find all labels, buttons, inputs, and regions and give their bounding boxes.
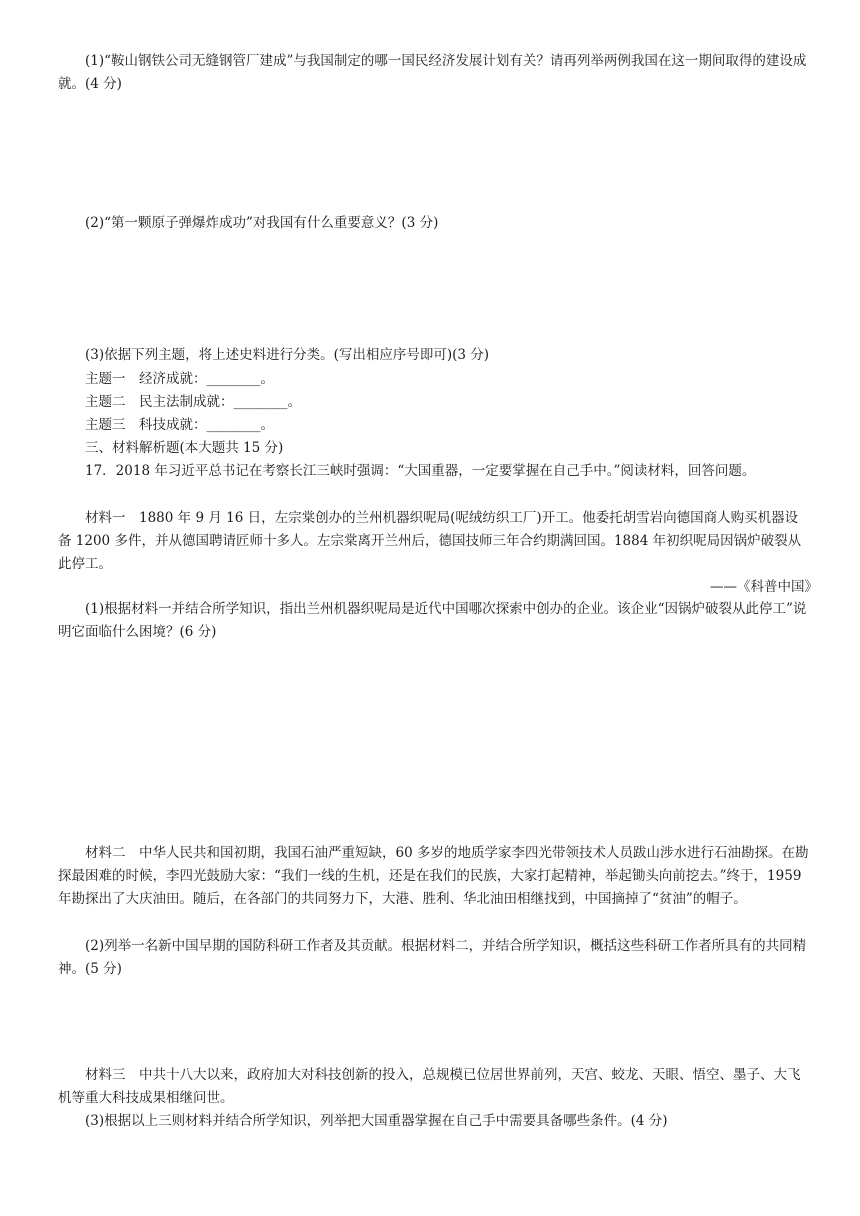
material-three: 材料三 中共十八大以来，政府加大对科技创新的投入，总规模已位居世界前列，天宫、蛟龙、天眼、悟空、墨子、大飞机等重大科技成果相继问世。 bbox=[58, 1067, 801, 1106]
material-two: 材料二 中华人民共和国初期，我国石油严重短缺，60 多岁的地质学家李四光带领技术人员跋山涉水进行石油勘探。在勘探最困难的时候，李四光鼓励大家：“我们一线的生机，还是在我们的民族，大家打起精神，举起锄头向前挖去。”终于，1959 年勘探出了大庆油田。随后，在各部门的共同努力下，大港、胜利、华北油田相继找到，中国摘掉了“贫油”的帽子。 bbox=[58, 845, 809, 907]
theme-three: 主题三 科技成就：________。 bbox=[85, 417, 274, 433]
q17-stem: 17．2018 年习近平总书记在考察长江三峡时强调：“大国重器，一定要掌握在自己手中。”阅读材料，回答问题。 bbox=[85, 463, 756, 479]
q17-part2: (2)列举一名新中国早期的国防科研工作者及其贡献。根据材料二，并结合所学知识，概括这些科研工作者所具有的共同精神。(5 分) bbox=[58, 938, 807, 977]
q16-part3: (3)依据下列主题，将上述史料进行分类。(写出相应序号即可)(3 分) bbox=[85, 347, 490, 363]
q17-part3: (3)根据以上三则材料并结合所学知识，列举把大国重器掌握在自己手中需要具备哪些条件。(4 分) bbox=[85, 1113, 668, 1129]
theme-two: 主题二 民主法制成就：________。 bbox=[85, 394, 301, 410]
section-three-heading: 三、材料解析题(本大题共 15 分) bbox=[85, 440, 284, 456]
theme-one: 主题一 经济成就：________。 bbox=[85, 371, 274, 387]
q16-part2: (2)“第一颗原子弹爆炸成功”对我国有什么重要意义？(3 分) bbox=[85, 215, 439, 231]
q16-part1: (1)“鞍山钢铁公司无缝钢管厂建成”与我国制定的哪一国民经济发展计划有关？请再列举两例我国在这一期间取得的建设成就。(4 分) bbox=[58, 53, 807, 92]
material-one: 材料一 1880 年 9 月 16 日，左宗棠创办的兰州机器织呢局(呢绒纺织工厂)开工。他委托胡雪岩向德国商人购买机器设备 1200 多件，并从德国聘请匠师十多人。左宗棠离开兰州后，德国技师三年合约期满回国。1884 年初织呢局因锅炉破裂从此停工。 bbox=[58, 510, 802, 572]
material-one-source: ——《科普中国》 bbox=[710, 579, 818, 595]
q17-part1: (1)根据材料一并结合所学知识，指出兰州机器织呢局是近代中国哪次探索中创办的企业。该企业“因锅炉破裂从此停工”说明它面临什么困境？(6 分) bbox=[58, 601, 807, 640]
